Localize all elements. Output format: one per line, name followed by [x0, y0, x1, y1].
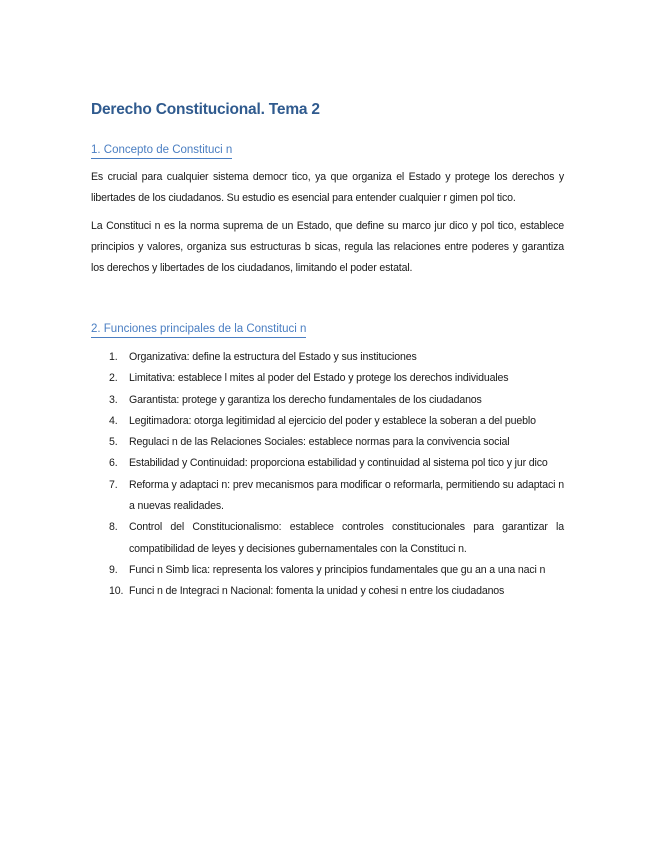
- list-number: 10.: [109, 585, 124, 598]
- list-item: [91, 453, 564, 474]
- list-item: [91, 390, 564, 411]
- list-item: [91, 347, 564, 368]
- list-item-text: Funci n Simb lica: representa los valores y principios fundamentales que gu an a una naci n: [129, 563, 546, 576]
- list-item: [91, 368, 564, 389]
- list-number: 2.: [109, 372, 118, 385]
- list-item-text: Garantista: protege y garantiza los derecho fundamentales de los ciudadanos: [129, 393, 482, 406]
- list-item-text: Control del Constitucionalismo: establece controles constitucionales para garantizar la compatibilidad de leyes y decisiones gubernamentales con la Constituci n.: [129, 521, 564, 555]
- list-item: [91, 560, 564, 581]
- list-item-text: Limitativa: establece l mites al poder del Estado y protege los derechos individuales: [129, 372, 509, 385]
- list-item: [91, 581, 564, 602]
- list-number: 3.: [109, 393, 118, 406]
- list-number: 6.: [109, 457, 118, 470]
- list-number: 9.: [109, 563, 118, 576]
- list-item-text: Funci n de Integraci n Nacional: fomenta la unidad y cohesi n entre los ciudadanos: [129, 585, 505, 598]
- paragraph: Es crucial para cualquier sistema democr tico, ya que organiza el Estado y protege los derechos y libertades de los ciudadanos. Su estudio es esencial para entender cualquier r gimen pol tico.: [91, 171, 564, 204]
- document-title: Derecho Constitucional. Tema 2: [91, 101, 320, 118]
- list-item: [91, 432, 564, 453]
- section-heading-concepto: 1. Concepto de Constituci n: [91, 143, 232, 159]
- paragraph: La Constituci n es la norma suprema de un Estado, que define su marco jur dico y pol tico, establece principios y valores, organiza sus estructuras b sicas, regula las relaciones entre poderes y garantiza los derechos y libertades de los ciudadanos, limitando el poder estatal.: [91, 220, 564, 274]
- list-item: [91, 517, 564, 560]
- list-item: [91, 475, 564, 518]
- list-item-text: Organizativa: define la estructura del Estado y sus instituciones: [129, 351, 417, 363]
- list-number: 4.: [109, 414, 118, 427]
- list-number: 7.: [109, 478, 118, 491]
- list-number: 8.: [109, 521, 118, 534]
- list-item-text: Legitimadora: otorga legitimidad al ejercicio del poder y establece la soberan a del pueblo: [129, 414, 536, 427]
- list-number: 5.: [109, 436, 118, 449]
- list-item: [91, 411, 564, 432]
- list-item-text: Reforma y adaptaci n: prev mecanismos para modificar o reformarla, permitiendo su adaptaci n a nuevas realidades.: [129, 478, 564, 513]
- list-item-text: Regulaci n de las Relaciones Sociales: establece normas para la convivencia social: [129, 436, 510, 449]
- list-number: 1.: [109, 351, 118, 363]
- section-heading-funciones: 2. Funciones principales de la Constituci n: [91, 322, 306, 338]
- functions-list: [91, 347, 564, 603]
- list-item-text: Estabilidad y Continuidad: proporciona estabilidad y continuidad al sistema pol tico y jur dico: [129, 457, 548, 470]
